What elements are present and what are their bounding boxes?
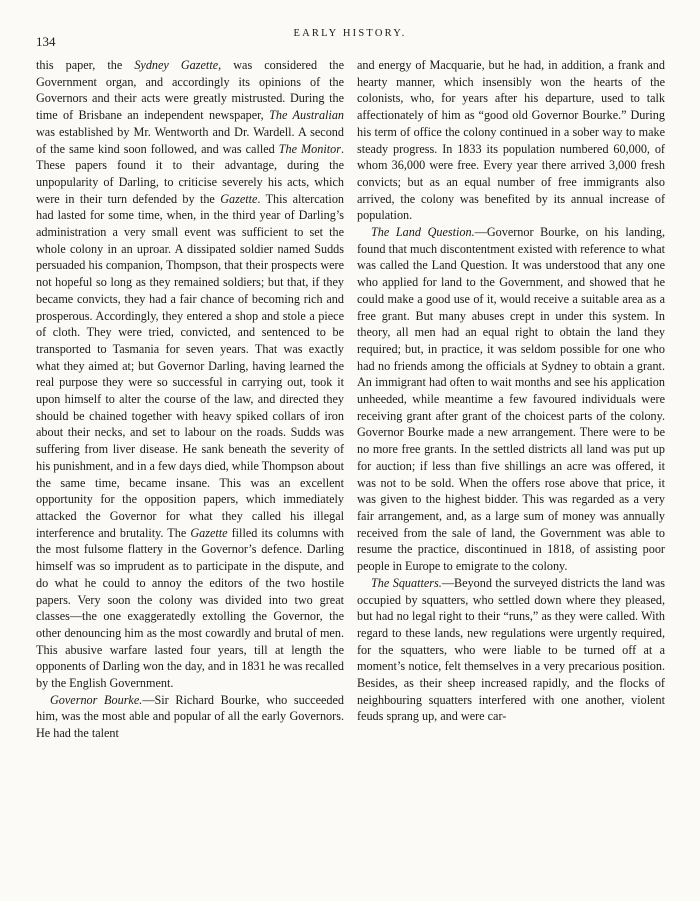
text-run: —Sir Richard Bourke, who succeeded him, was the most able and popular of all the early Governors. He had the talent bbox=[36, 692, 344, 741]
section-heading-land-question: The Land Question. bbox=[371, 225, 475, 240]
newspaper-title-the-australian: The Australian bbox=[269, 108, 345, 123]
text-run: was established by Mr. Wentworth and Dr. Wardell. A second of the same kind soon followed, and was called bbox=[36, 124, 344, 156]
right-column bbox=[357, 57, 665, 725]
text-run: . These papers found it to their advantage, during the unpopularity of Darling, to criticise severely his acts, which were in their turn defended by the bbox=[36, 141, 344, 206]
paragraph-governor-bourke bbox=[36, 692, 344, 742]
text-run: and energy of Macquarie, but he had, in addition, a frank and hearty manner, which insensibly won the hearts of the colonists, who, for years after his departure, used to talk affectionately of him as “good old Governor Bourke.” During his term of office the colony continued in a sober way to make steady progress. In 1833 its population numbered 60,000, of whom 36,000 were free. Every year there arrived 3,000 fresh convicts; but as an equal number of free immigrants also arrived, the colony was benefited by its annual increase of population. bbox=[357, 58, 665, 223]
paragraph-squatters bbox=[357, 575, 665, 725]
left-column bbox=[36, 57, 344, 742]
text-run: —Governor Bourke, on his landing, found that much discontentment existed with reference to what was called the Land Question. It was understood that any one who applied for land to the Government, and showed that he could make a good use of it, would receive a suitable area as a free grant. But many abuses crept in under this system. In theory, all men had an equal right to obtain the land they required; but, in practice, it was seldom possible for one who had no friends among the officials at Sydney to obtain a grant. An immigrant had often to wait months and see his application unheeded, while meantime a few favoured individuals were receiving grant after grant of the choicest parts of the colony. Governor Bourke made a new arrangement. There were to be no more free grants. In the settled districts all land was put up for auction; if less than five shillings an acre was offered, it was not to be sold. When the offers rose above that price, it was given to the highest bidder. This was regarded as a very fair arrangement, and, as a large sum of money was annually received from the sale of land, the Government was able to resume the practice, discontinued in 1818, of assisting poor people in Europe to emigrate to the colony. bbox=[357, 225, 665, 574]
newspaper-title-the-monitor: The Monitor bbox=[278, 141, 341, 156]
newspaper-title-sydney-gazette: Sydney Gazette bbox=[134, 58, 219, 72]
newspaper-title-gazette: Gazette bbox=[220, 191, 258, 206]
paragraph-newspapers bbox=[36, 57, 344, 692]
section-heading-squatters: The Squatters. bbox=[371, 575, 442, 590]
newspaper-title-gazette: Gazette bbox=[190, 525, 228, 540]
text-run: —Beyond the surveyed districts the land was occupied by squatters, who settled down where they pleased, but had no legal right to their “runs,” as they were called. With regard to these lands, new regulations were urgently required, for the squatters, who were liable to be turned off at a moment’s notice, felt themselves in a very precarious position. Besides, as their sheep increased rapidly, and the flocks of neighbouring squatters interfered with one another, violent feuds sprang up, and were car- bbox=[357, 575, 666, 724]
paragraph-land-question bbox=[357, 224, 665, 575]
text-run: filled its columns with the most fulsome flattery in the Governor’s defence. Darling himself was so imprudent as to participate in the dispute, and do what he could to annoy the editors of the two hostile papers. Very soon the colony was divided into two great classes—the one exaggeratedly extolling the Governor, the other denouncing him as the most cowardly and brutal of men. This abusive warfare lasted four years, till at length the opponents of Darling won the day, and in 1831 he was recalled by the English Government. bbox=[36, 525, 344, 691]
text-run: this paper, the bbox=[36, 58, 135, 72]
page-header bbox=[36, 28, 664, 48]
text-run: , was considered the Government organ, and accordingly its opinions of the Governors and their acts were greatly mistrusted. During the time of Brisbane an independent newspaper, bbox=[36, 58, 344, 123]
paragraph-bourke-continued bbox=[357, 57, 665, 224]
section-heading-governor-bourke: Governor Bourke. bbox=[50, 692, 143, 707]
text-run: . This altercation had lasted for some time, when, in the third year of Darling’s administration a very small event was sufficient to set the whole colony in an uproar. A dissipated soldier named Sudds persuaded his companion, Thompson, that their prospects were not hopeful so long as they remained soldiers; but that, if they became convicts, they had a fair chance of becoming rich and prosperous. Accordingly, they entered a shop and stole a piece of cloth. They were tried, convicted, and sentenced to be transported to Tasmania for seven years. That was exactly what they aimed at; but Governor Darling, having learned the real purpose they were so successful in carrying out, took it upon himself to alter the course of the law, and directed they should be chained together with heavy spiked collars of iron about their necks, and set to labour on the roads. Sudds was suffering from liver disease. He sank beneath the severity of his punishment, and in a few days died, while Thompson about the same time, became insane. This was an excellent opportunity for the opposition papers, which immediately attacked the Governor for what they called his illegal interference and brutality. The bbox=[36, 191, 345, 540]
running-head: EARLY HISTORY. bbox=[293, 28, 407, 39]
page-number: 134 bbox=[36, 34, 56, 49]
